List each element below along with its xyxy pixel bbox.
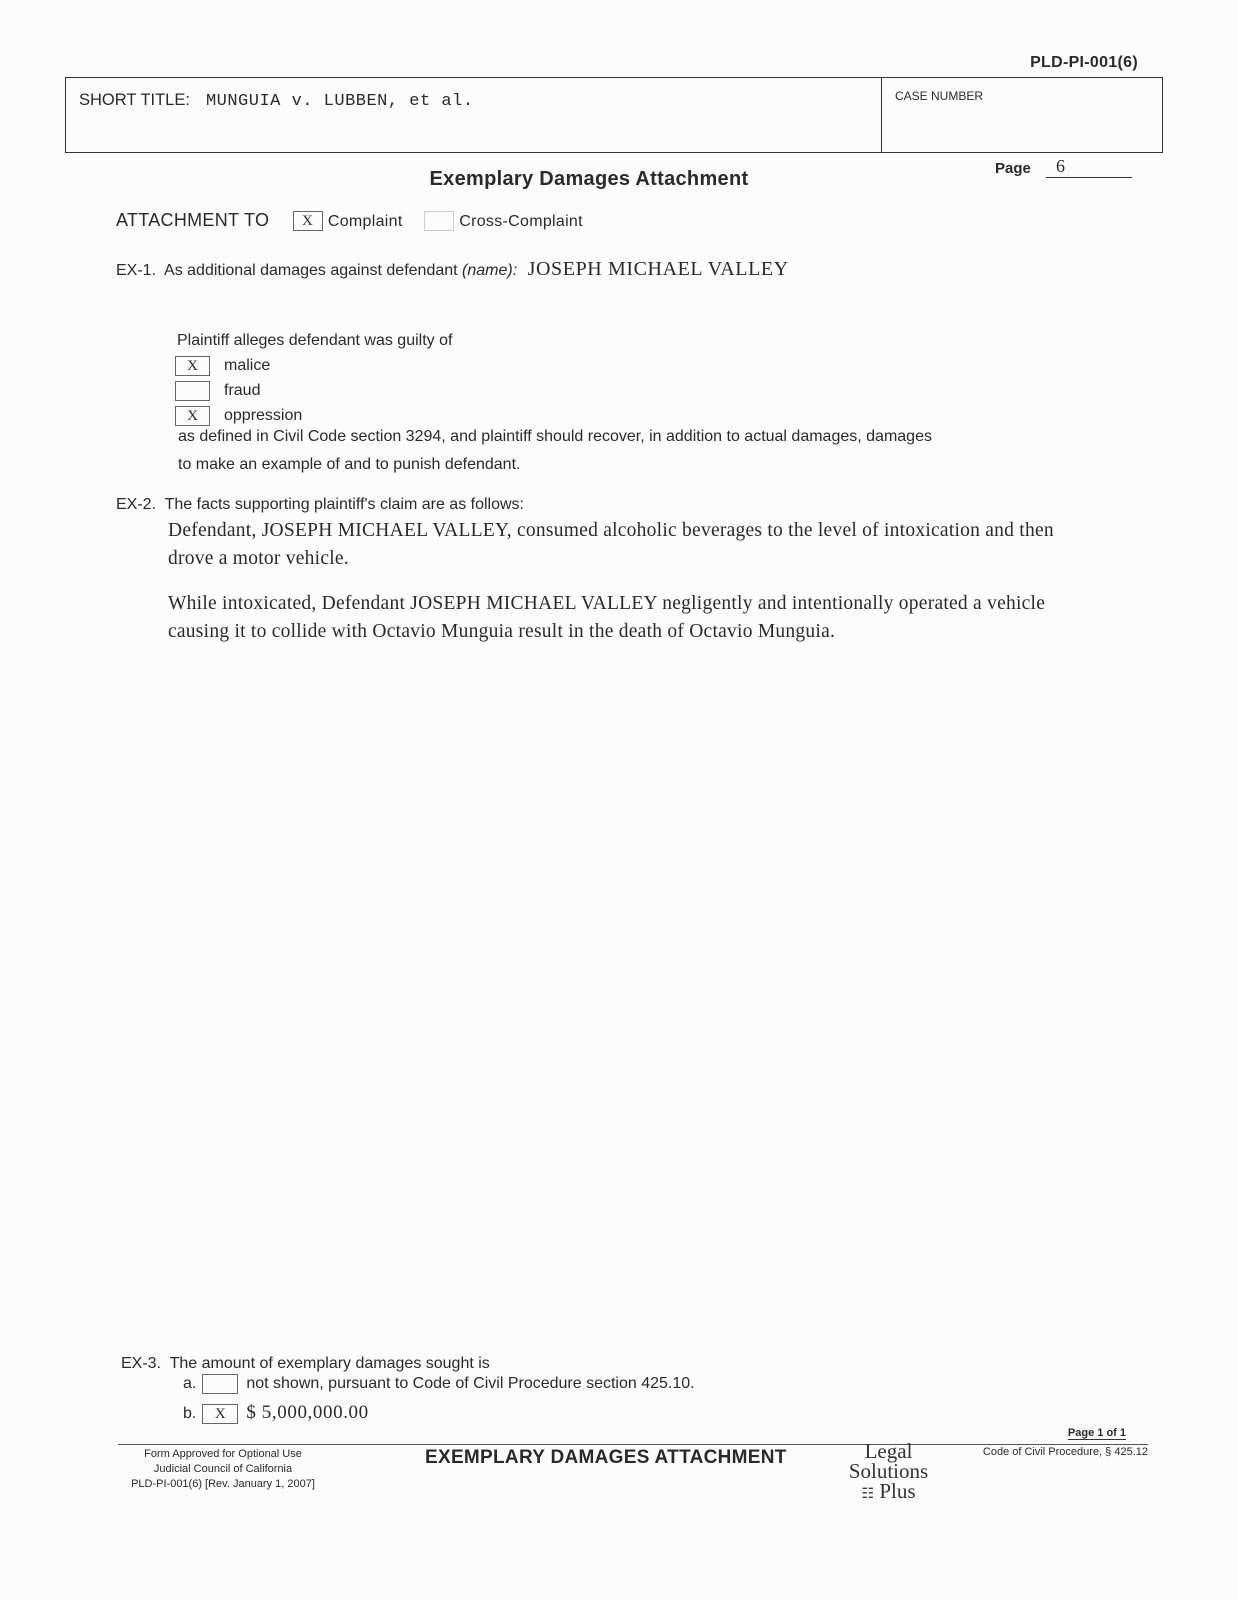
ex1-name-hint: (name): — [462, 262, 518, 279]
logo-line-3-text: Plus — [879, 1479, 916, 1503]
fact1-line2: drove a motor vehicle. — [168, 548, 349, 569]
ex3-a-label: a. — [183, 1375, 197, 1393]
ex3-b-label: b. — [183, 1405, 197, 1422]
footer-code: Code of Civil Procedure, § 425.12 — [982, 1446, 1148, 1458]
ex2-row — [116, 496, 524, 514]
option-malice — [175, 356, 270, 376]
oppression-checkbox[interactable]: X — [175, 406, 210, 426]
complaint-label: Complaint — [327, 213, 403, 230]
ex1-text: As additional damages against defendant — [164, 262, 458, 279]
form-id: PLD-PI-001(6) — [1030, 54, 1138, 71]
oppression-label: oppression — [224, 407, 303, 425]
approval-line-3: PLD-PI-001(6) [Rev. January 1, 2007] — [131, 1478, 315, 1490]
caption-box — [65, 77, 1163, 153]
fraud-label: fraud — [224, 382, 261, 400]
facts-paragraph-2[interactable] — [168, 590, 1168, 646]
ex2-text: The facts supporting plaintiff's claim are as follows: — [164, 496, 524, 513]
logo-line-1: Legal — [864, 1439, 913, 1463]
option-oppression — [175, 406, 302, 426]
ex1-row — [116, 258, 789, 281]
ex2-label: EX-2. — [116, 496, 157, 513]
damages-amount-field[interactable]: $ 5,000,000.00 — [246, 1402, 369, 1423]
ex3-b-checkbox[interactable]: X — [202, 1404, 238, 1424]
footer-divider — [118, 1444, 1148, 1445]
ex3-option-b — [183, 1402, 369, 1424]
ex3-a-text: not shown, pursuant to Code of Civil Procedure section 425.10. — [246, 1375, 695, 1393]
ex1-label: EX-1. — [116, 262, 157, 279]
case-number-label: CASE NUMBER — [895, 89, 984, 103]
fact2-line1: While intoxicated, Defendant JOSEPH MICHAEL VALLEY negligently and intentionally operated a vehicle — [168, 593, 1046, 614]
form-title: Exemplary Damages Attachment — [429, 168, 749, 190]
civil-code-text-line1: as defined in Civil Code section 3294, and plaintiff should recover, in addition to actual damages, damages — [178, 428, 932, 445]
malice-checkbox[interactable]: X — [175, 356, 210, 376]
option-fraud — [175, 381, 260, 401]
caption-divider — [881, 78, 882, 152]
footer-approval — [118, 1447, 328, 1492]
logo-line-3 — [841, 1481, 936, 1505]
approval-line-1: Form Approved for Optional Use — [144, 1448, 302, 1460]
cross-complaint-checkbox[interactable] — [424, 211, 454, 231]
short-title-value[interactable]: MUNGUIA v. LUBBEN, et al. — [205, 92, 474, 111]
short-title — [79, 91, 474, 111]
fraud-checkbox[interactable] — [175, 381, 210, 401]
malice-label: malice — [224, 357, 271, 375]
cross-complaint-label: Cross-Complaint — [459, 213, 583, 230]
attachment-row — [116, 210, 583, 231]
alleges-text: Plaintiff alleges defendant was guilty of — [177, 332, 453, 349]
ex3-row — [121, 1355, 490, 1373]
complaint-checkbox[interactable]: X — [293, 211, 323, 231]
fact2-line2: causing it to collide with Octavio Munguia result in the death of Octavio Munguia. — [168, 621, 836, 642]
civil-code-text-line2: to make an example of and to punish defendant. — [178, 456, 521, 473]
ex3-option-a — [183, 1374, 695, 1394]
defendant-name-field[interactable]: JOSEPH MICHAEL VALLEY — [527, 258, 789, 280]
attachment-label: ATTACHMENT TO — [116, 210, 270, 230]
logo-line-2: Solutions — [848, 1459, 929, 1483]
logo-icon: ☷ — [861, 1487, 875, 1502]
ex3-label: EX-3. — [121, 1355, 162, 1372]
footer-title: EXEMPLARY DAMAGES ATTACHMENT — [425, 1447, 787, 1468]
approval-line-2: Judicial Council of California — [153, 1463, 293, 1475]
page-label: Page — [995, 160, 1031, 177]
facts-paragraph-1[interactable] — [168, 517, 1168, 573]
page-of: Page 1 of 1 — [1067, 1427, 1126, 1439]
ex3-text: The amount of exemplary damages sought is — [169, 1355, 490, 1372]
fact1-line1: Defendant, JOSEPH MICHAEL VALLEY, consumed alcoholic beverages to the level of intoxication and then — [168, 520, 1054, 541]
short-title-label: SHORT TITLE: — [79, 91, 190, 109]
legal-solutions-logo — [841, 1441, 936, 1505]
ex3-a-checkbox[interactable] — [202, 1374, 238, 1394]
page-number-field[interactable]: 6 — [1046, 156, 1132, 178]
